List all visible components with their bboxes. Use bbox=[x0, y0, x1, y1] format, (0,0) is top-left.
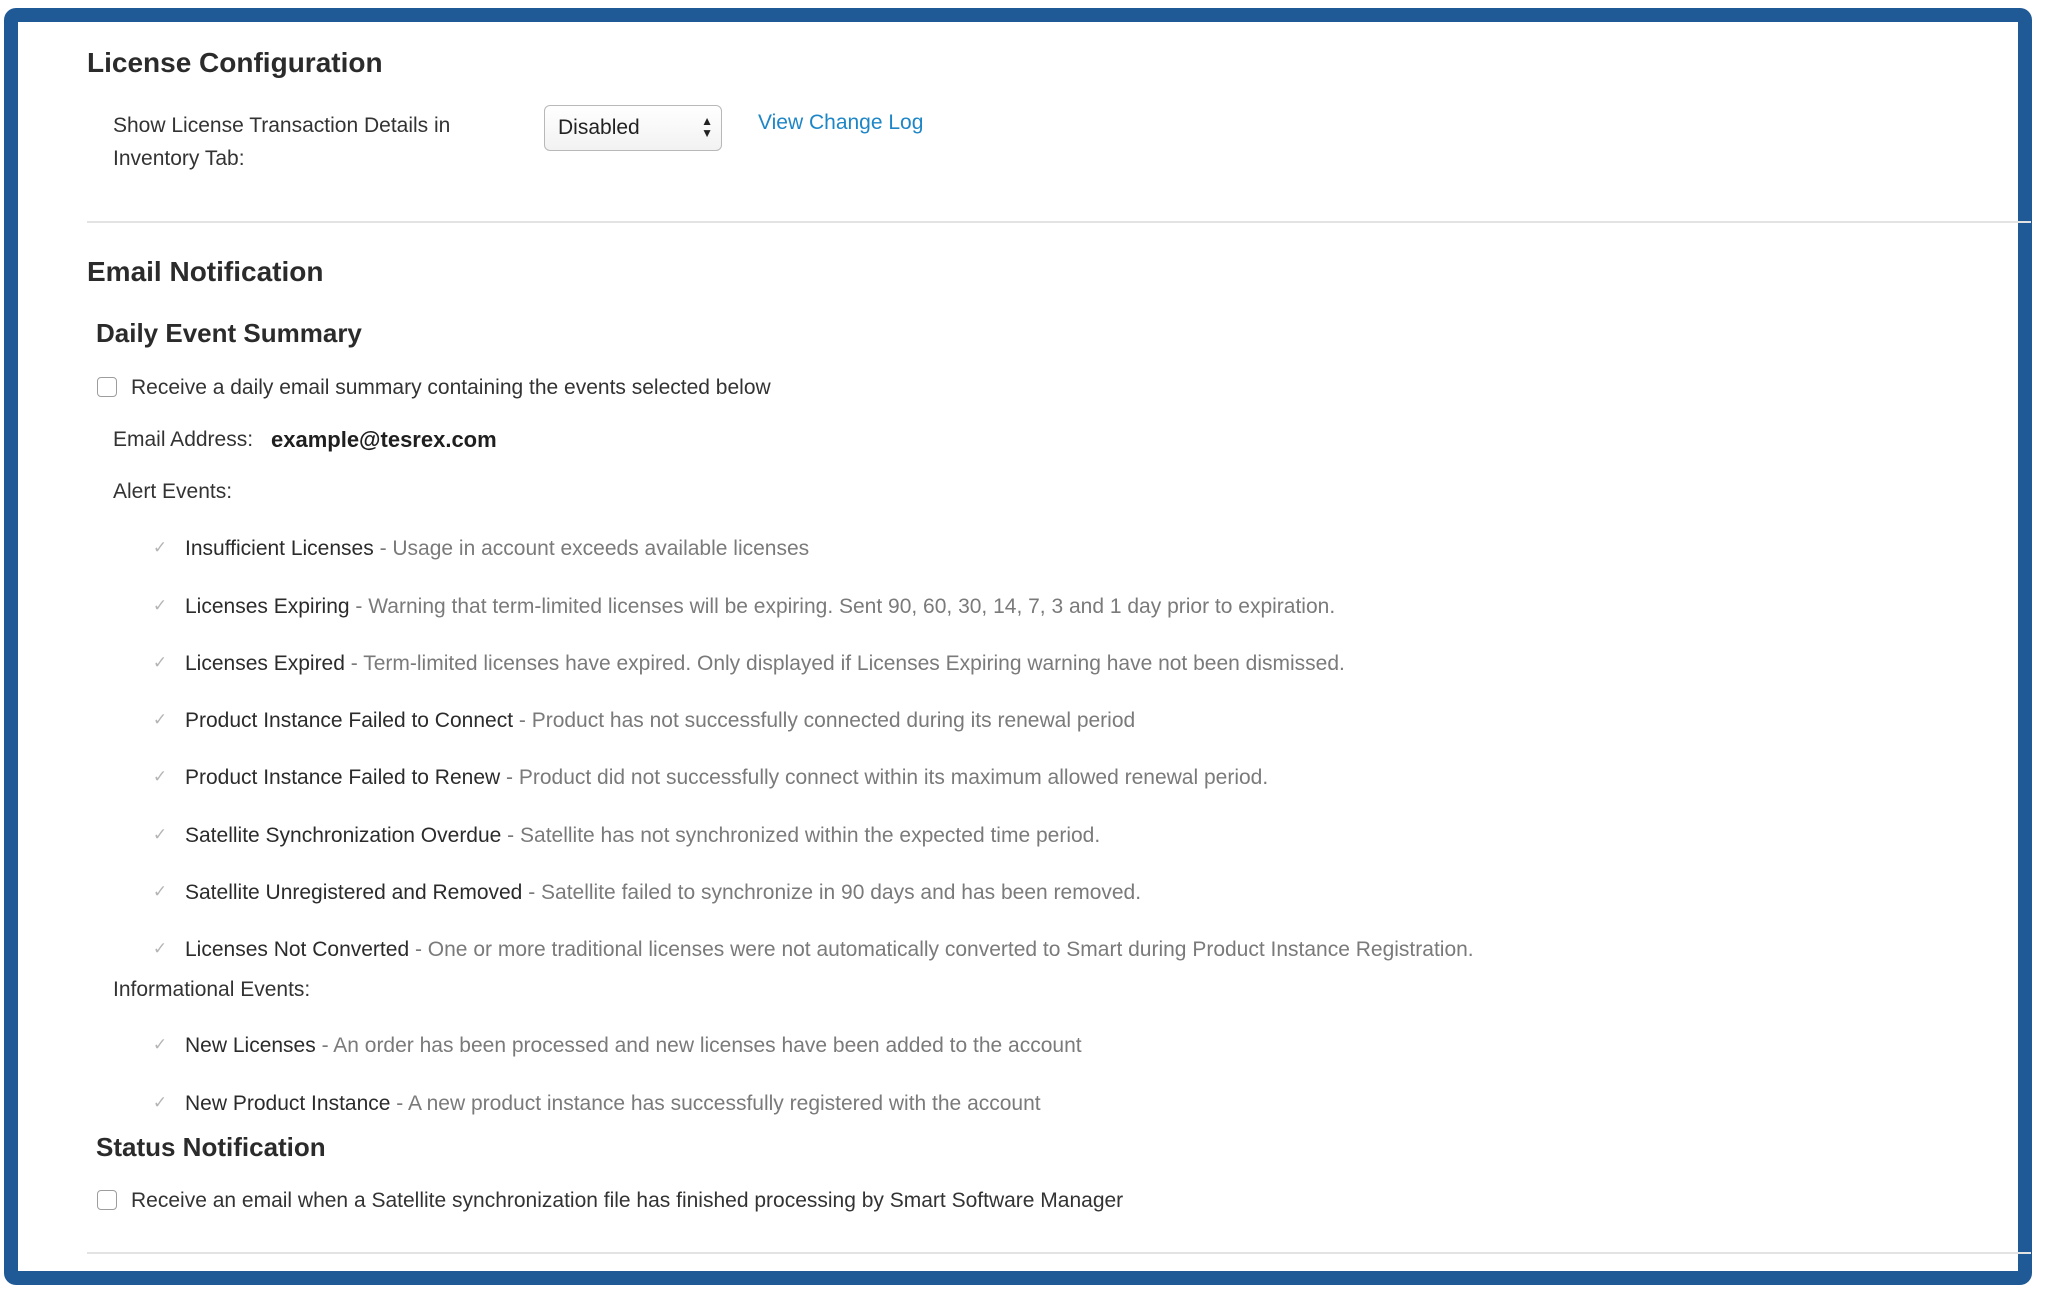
alert-event-item bbox=[185, 766, 1268, 790]
event-name: New Licenses bbox=[185, 1034, 316, 1057]
event-name: Product Instance Failed to Renew bbox=[185, 766, 501, 789]
status-notification-checkbox[interactable] bbox=[97, 1190, 117, 1210]
daily-event-summary-title: Daily Event Summary bbox=[96, 318, 362, 348]
event-desc: - A new product instance has successfully registered with the account bbox=[390, 1092, 1041, 1115]
email-address-label: Email Address: bbox=[113, 428, 254, 451]
email-notification-title: Email Notification bbox=[87, 256, 324, 287]
transaction-details-select[interactable] bbox=[544, 105, 722, 151]
event-desc: - One or more traditional licenses were not automatically converted to Smart during Product Instance Registration. bbox=[409, 938, 1474, 961]
alert-event-item bbox=[185, 938, 1474, 962]
informational-event-item bbox=[185, 1092, 1041, 1116]
status-notification-label: Receive an email when a Satellite synchronization file has finished processing by Smart Software Manager bbox=[131, 1189, 1124, 1212]
alert-event-item bbox=[185, 881, 1141, 905]
status-notification-title: Status Notification bbox=[96, 1132, 326, 1162]
check-icon[interactable]: ✓ bbox=[152, 1035, 168, 1054]
informational-event-item bbox=[185, 1034, 1082, 1058]
check-icon[interactable]: ✓ bbox=[152, 939, 168, 958]
transaction-details-select-value: Disabled bbox=[558, 116, 640, 139]
check-icon[interactable]: ✓ bbox=[152, 1093, 168, 1112]
check-icon[interactable]: ✓ bbox=[152, 596, 168, 615]
select-arrows-icon bbox=[701, 115, 713, 139]
check-icon[interactable]: ✓ bbox=[152, 825, 168, 844]
event-desc: - Satellite failed to synchronize in 90 days and has been removed. bbox=[522, 881, 1142, 904]
event-desc: - Usage in account exceeds available licenses bbox=[373, 537, 810, 560]
event-name: Insufficient Licenses bbox=[185, 537, 374, 560]
alert-event-item bbox=[185, 824, 1100, 848]
event-name: Product Instance Failed to Connect bbox=[185, 709, 514, 732]
check-icon[interactable]: ✓ bbox=[152, 538, 168, 557]
bottom-divider bbox=[87, 1252, 2031, 1254]
email-address-value: example@tesrex.com bbox=[271, 427, 497, 452]
license-configuration-title: License Configuration bbox=[87, 47, 383, 78]
select-up-icon: ▲ bbox=[701, 114, 713, 128]
check-icon[interactable]: ✓ bbox=[152, 710, 168, 729]
event-desc: - Product has not successfully connected during its renewal period bbox=[513, 709, 1136, 732]
transaction-details-label-line1: Show License Transaction Details in bbox=[113, 114, 451, 137]
transaction-details-label-line2: Inventory Tab: bbox=[113, 147, 245, 170]
alert-event-item bbox=[185, 595, 1335, 619]
event-desc: - Warning that term-limited licenses will be expiring. Sent 90, 60, 30, 14, 7, 3 and 1 day prior to expiration. bbox=[349, 595, 1336, 618]
event-desc: - Product did not successfully connect within its maximum allowed renewal period. bbox=[500, 766, 1269, 789]
daily-summary-label: Receive a daily email summary containing the events selected below bbox=[131, 376, 771, 399]
alert-events-label: Alert Events: bbox=[113, 480, 233, 503]
event-desc: - An order has been processed and new licenses have been added to the account bbox=[315, 1034, 1082, 1057]
check-icon[interactable]: ✓ bbox=[152, 653, 168, 672]
check-icon[interactable]: ✓ bbox=[152, 882, 168, 901]
alert-event-item bbox=[185, 709, 1135, 733]
event-desc: - Term-limited licenses have expired. Only displayed if Licenses Expiring warning have not been dismissed. bbox=[344, 652, 1345, 675]
event-name: Licenses Expiring bbox=[185, 595, 350, 618]
event-name: Satellite Unregistered and Removed bbox=[185, 881, 523, 904]
check-icon[interactable]: ✓ bbox=[152, 767, 168, 786]
alert-event-item bbox=[185, 652, 1345, 676]
event-name: New Product Instance bbox=[185, 1092, 391, 1115]
event-name: Satellite Synchronization Overdue bbox=[185, 824, 502, 847]
event-name: Licenses Expired bbox=[185, 652, 345, 675]
daily-summary-checkbox[interactable] bbox=[97, 377, 117, 397]
alert-event-item bbox=[185, 537, 809, 561]
informational-events-label: Informational Events: bbox=[113, 978, 311, 1001]
select-down-icon: ▼ bbox=[701, 126, 713, 140]
event-desc: - Satellite has not synchronized within the expected time period. bbox=[501, 824, 1101, 847]
section-divider bbox=[87, 221, 2031, 223]
event-name: Licenses Not Converted bbox=[185, 938, 410, 961]
view-change-log-link[interactable]: View Change Log bbox=[758, 111, 924, 134]
